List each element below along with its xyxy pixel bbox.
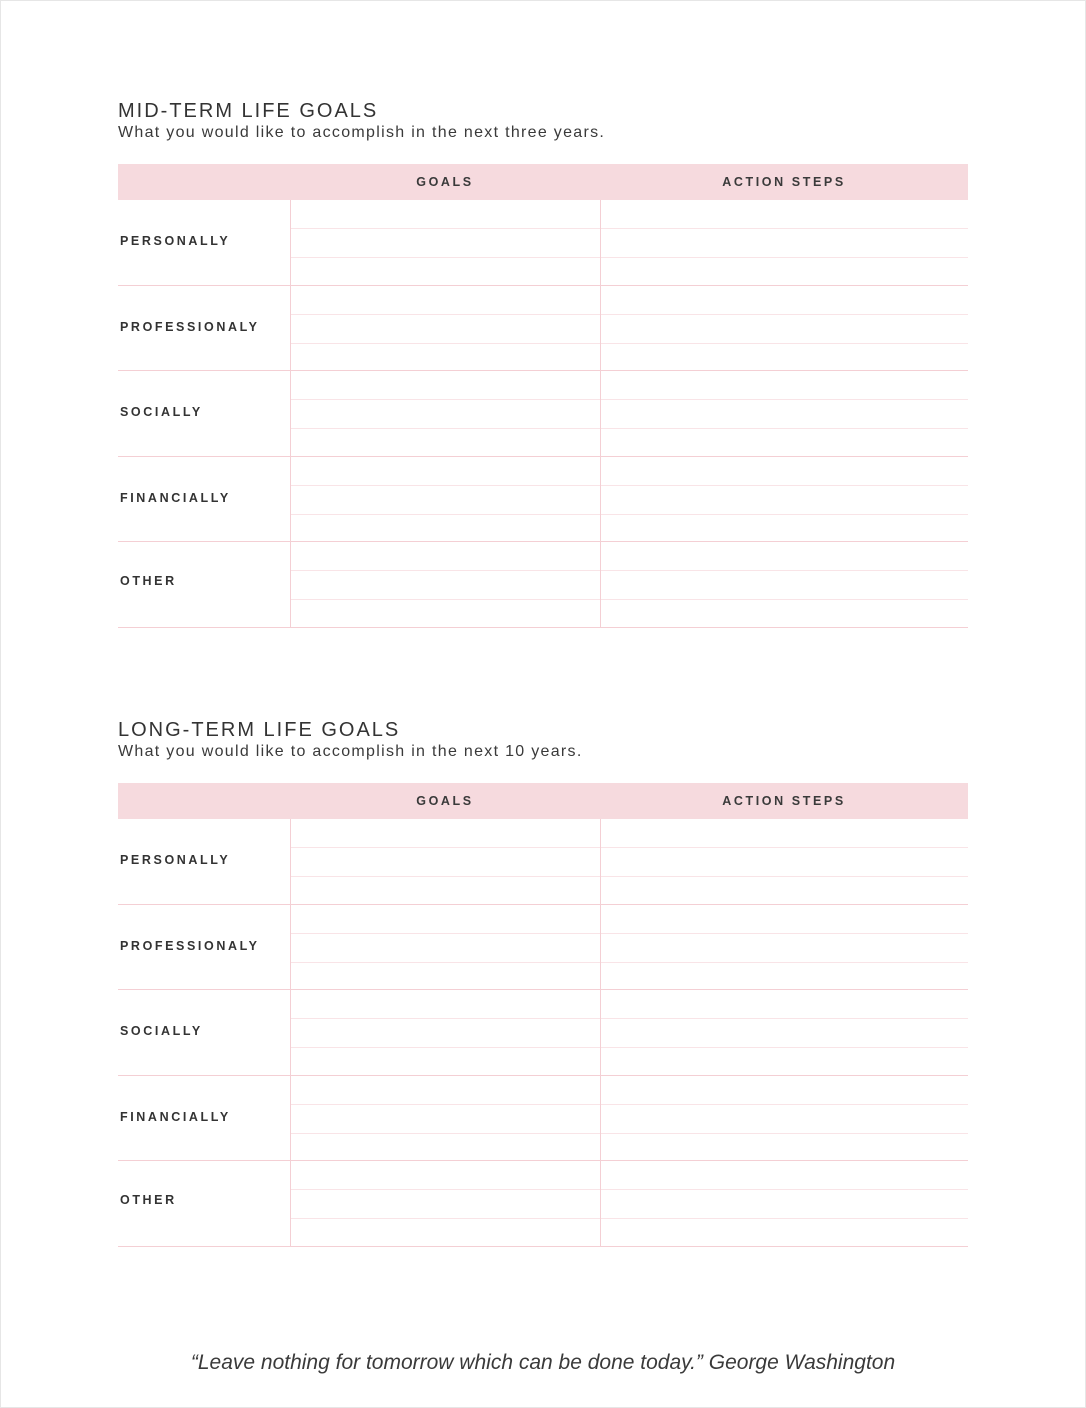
writing-line xyxy=(291,847,968,848)
writing-line xyxy=(291,1189,968,1190)
writing-line xyxy=(291,570,968,571)
column-divider xyxy=(600,1076,601,1162)
column-divider xyxy=(290,1161,291,1247)
mid-term-title: MID-TERM LIFE GOALS xyxy=(118,100,379,122)
row-label: OTHER xyxy=(120,574,177,589)
goal-row-socially xyxy=(118,990,968,1076)
writing-line xyxy=(291,599,968,600)
column-divider xyxy=(290,1076,291,1162)
column-divider xyxy=(290,200,291,286)
row-label: OTHER xyxy=(120,1193,177,1208)
column-divider xyxy=(290,542,291,628)
row-label: FINANCIALLY xyxy=(120,490,231,505)
column-divider xyxy=(290,371,291,457)
writing-line xyxy=(291,1104,968,1105)
column-divider xyxy=(600,200,601,286)
mid-term-section xyxy=(118,99,968,589)
row-label: PERSONALLY xyxy=(120,853,231,867)
writing-line xyxy=(291,485,968,486)
goal-row-professionaly xyxy=(118,905,968,991)
writing-line xyxy=(291,228,968,229)
column-divider xyxy=(600,371,601,457)
column-divider xyxy=(290,990,291,1076)
row-label: PROFESSIONALY xyxy=(120,319,260,334)
writing-line xyxy=(291,257,968,258)
writing-line xyxy=(291,1133,968,1134)
writing-line xyxy=(291,1218,968,1219)
long-term-subtitle: What you would like to accomplish in the next 10 years. xyxy=(118,743,583,760)
action-steps-column-header: ACTION STEPS xyxy=(722,175,846,189)
goal-row-financially xyxy=(118,457,968,543)
long-term-title: LONG-TERM LIFE GOALS xyxy=(118,719,401,741)
row-label: SOCIALLY xyxy=(120,1024,203,1039)
mid-term-subtitle: What you would like to accomplish in the next three years. xyxy=(118,124,606,141)
column-divider xyxy=(600,1161,601,1247)
row-label: FINANCIALLY xyxy=(120,1109,231,1124)
writing-line xyxy=(291,514,968,515)
column-divider xyxy=(600,542,601,628)
row-label: SOCIALLY xyxy=(120,405,203,420)
row-label: PERSONALLY xyxy=(120,234,231,248)
column-divider xyxy=(290,905,291,991)
column-divider xyxy=(600,990,601,1076)
goals-column-header: GOALS xyxy=(416,794,474,808)
goal-row-other xyxy=(118,542,968,628)
writing-line xyxy=(291,1018,968,1019)
writing-line xyxy=(291,876,968,877)
column-divider xyxy=(290,819,291,905)
writing-line xyxy=(291,428,968,429)
goal-row-personally xyxy=(118,819,968,905)
column-divider xyxy=(600,819,601,905)
goal-row-financially xyxy=(118,1076,968,1162)
goal-row-other xyxy=(118,1161,968,1247)
table-header xyxy=(118,783,968,819)
column-divider xyxy=(290,457,291,543)
goal-row-professionaly xyxy=(118,286,968,372)
footer-quote: “Leave nothing for tomorrow which can be done today.” George Washington xyxy=(190,1351,896,1374)
column-divider xyxy=(600,286,601,372)
writing-line xyxy=(291,1047,968,1048)
action-steps-column-header: ACTION STEPS xyxy=(722,794,846,808)
goal-row-socially xyxy=(118,371,968,457)
writing-line xyxy=(291,962,968,963)
column-divider xyxy=(600,457,601,543)
writing-line xyxy=(291,933,968,934)
mid-term-goals-table xyxy=(118,164,968,628)
long-term-goals-table xyxy=(118,783,968,1247)
table-header xyxy=(118,164,968,200)
row-label: PROFESSIONALY xyxy=(120,938,260,953)
goal-row-personally xyxy=(118,200,968,286)
long-term-section xyxy=(118,718,968,1208)
column-divider xyxy=(290,286,291,372)
goals-column-header: GOALS xyxy=(416,175,474,189)
writing-line xyxy=(291,399,968,400)
column-divider xyxy=(600,905,601,991)
writing-line xyxy=(291,343,968,344)
writing-line xyxy=(291,314,968,315)
